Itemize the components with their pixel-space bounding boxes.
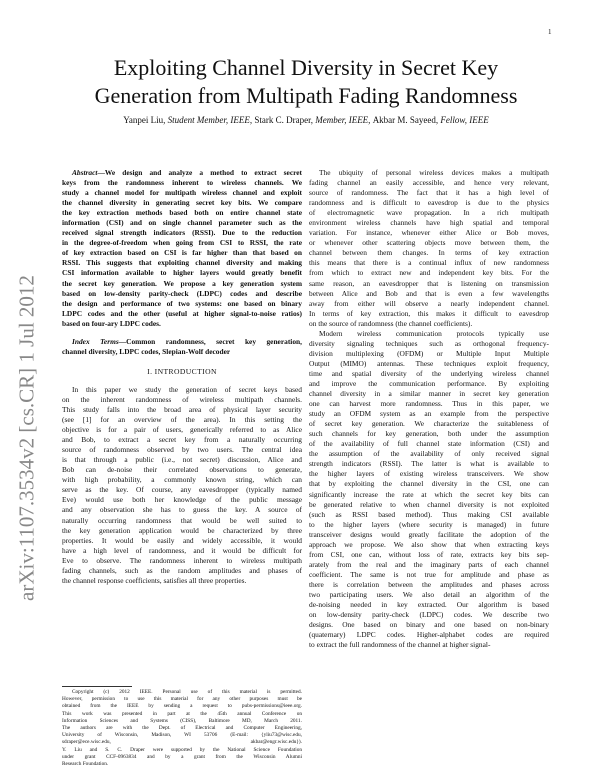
- text-line: arately from the real and the imaginary parts of each channel: [309, 559, 549, 569]
- section-heading: I. INTRODUCTION: [147, 366, 217, 376]
- text-line: be generated relative to when channel diversity is not exploited: [309, 499, 549, 509]
- text-line: naturally occurring randomness that would be well suited to: [62, 515, 302, 525]
- text-line: study an OFDM system as an example from the perspective: [309, 409, 549, 419]
- text-line: the channel response coefficients, satisfies all three properties.: [62, 575, 247, 585]
- text-line: randomness and is difficult to eavesdrop is due to the physics: [309, 198, 549, 208]
- text-line: Modern wireless communication protocols typically use: [319, 328, 549, 338]
- text-line: is that through a public (i.e., not secret) discussion, Alice and: [62, 455, 302, 465]
- text-line: away from either will observe a nearly independent channel.: [309, 298, 549, 308]
- text-line: this means that there is a continual influx of new randomness: [309, 258, 549, 268]
- paper-title: [60, 54, 552, 110]
- text-line: Copyright (c) 2012 IEEE. Personal use of this material is permitted.: [72, 689, 302, 695]
- text-line: on the source of randomness (the channel coefficients).: [309, 318, 473, 328]
- arxiv-stamp: arXiv:1107.3534v2 [cs.CR] 1 Jul 2012: [14, 275, 39, 601]
- text-line: LDPC codes and the other (useful at higher signal-to-noise ratios): [62, 308, 302, 318]
- body-paragraph: [309, 168, 549, 329]
- author-name: Yanpei Liu,: [123, 115, 168, 125]
- text-line: significantly increase the rate at which the secret key bits can: [309, 489, 549, 499]
- text-line: This study falls into the broad area of physical layer security: [62, 404, 302, 414]
- text-line: on the inherent randomness of wireless multipath channels.: [62, 394, 302, 404]
- text-line: based on four-ary LDPC codes.: [62, 318, 161, 328]
- text-line: channel diversity, LDPC codes, Slepian-Wolf decoder: [62, 346, 231, 356]
- text-line: there is correlation between the amplitudes and phases across: [309, 579, 549, 589]
- text-line: The ubiquity of personal wireless devices makes a multipath: [319, 168, 549, 177]
- text-line: strength indicators (RSSI). The latter is what is available to: [309, 459, 549, 469]
- text-line: variation. For instance, whenever either Alice or Bob moves,: [309, 228, 549, 238]
- text-line: that by exploiting the channel diversity in the CSI, one can: [309, 479, 549, 489]
- text-line: same reason, an eavesdropper that is listening on transmission: [309, 278, 549, 288]
- text-line: sdraper@ece.wisc.edu, akbar@engr.wisc.edu}).: [62, 739, 302, 746]
- author-name: Akbar M. Sayeed,: [372, 115, 441, 125]
- text-line: coefficient. The same is not true for amplitude and phase as: [309, 569, 549, 579]
- text-line: Output (MIMO) antennas. These techniques exploit frequency,: [309, 358, 549, 368]
- text-line: Eve to observe. The randomness inherent to wireless multipath: [62, 555, 302, 565]
- text-line: source of randomness observed by two users. The central idea: [62, 445, 302, 455]
- text-line: In terms of key extraction, this makes it difficult to eavesdrop: [309, 308, 549, 318]
- title-line: Generation from Multipath Fading Randomness: [94, 83, 518, 108]
- text-line: from CSI, one can, without loss of rate, extracts key bits sep-: [309, 549, 549, 559]
- left-column: [62, 168, 302, 586]
- text-line: The authors are with the Dept. of Electrical and Computer Engineering,: [62, 724, 302, 731]
- title-line: Exploiting Channel Diversity in Secret Key: [113, 55, 499, 80]
- text-line: Index Terms—Common randomness, secret key generation,: [72, 336, 302, 346]
- text-line: of key extraction based on CSI is far higher than that based on: [62, 248, 302, 258]
- text-line: on low-density parity-check (LDPC) codes. We describe two: [309, 610, 549, 620]
- text-line: one can harvest more randomness. Thus in this paper, we: [309, 399, 549, 409]
- text-line: fading channel an easily accessible, and hence very relevant,: [309, 178, 549, 188]
- footnote: [62, 689, 302, 768]
- text-line: to extract the full randomness of the channel at higher signal-: [309, 640, 491, 650]
- text-line: objective is for a pair of users, generically referred to as Alice: [62, 425, 302, 435]
- text-line: to the higher layers (where security is managed) in future: [309, 519, 549, 529]
- text-line: the higher layers of existing wireless transceivers. We show: [309, 469, 549, 479]
- author-role: Member, IEEE,: [315, 115, 373, 125]
- text-line: Research Foundation.: [62, 760, 109, 767]
- right-column: [309, 168, 549, 650]
- text-line: information (CSI) and on single channel parameter such as the: [62, 218, 302, 228]
- intro-paragraph: [62, 385, 302, 586]
- text-line: of the availability of full channel state information (CSI) and: [309, 439, 549, 449]
- text-line: received signal strength indicators (RSSI). Due to the reduction: [62, 228, 302, 238]
- author-list: [60, 115, 552, 126]
- text-line: and any observation she has to guess the key. A source of: [62, 505, 302, 515]
- text-line: or whenever other scattering objects move between them, the: [309, 238, 549, 248]
- text-line: based on low-density parity-check (LDPC) codes and describe: [62, 288, 302, 298]
- footnote-rule: [62, 686, 132, 687]
- text-line: the key generation application would be characterized by three: [62, 525, 302, 535]
- author-role: Fellow, IEEE: [440, 115, 489, 125]
- text-line: source of randomness. The fact that it has a high level of: [309, 188, 549, 198]
- text-line: in the degree-of-freedom when going from CSI to RSSI, the rate: [62, 238, 302, 248]
- author-role: Student Member, IEEE,: [167, 115, 255, 125]
- text-line: obtained from the IEEE by sending a request to pubs-permissions@ieee.org.: [62, 703, 302, 710]
- text-line: However, permission to use this material for any other purposes must be: [62, 696, 302, 703]
- text-line: Y. Liu and S. C. Draper were supported by the National Science Foundation: [62, 746, 302, 753]
- text-line: of electromagnetic wave propagation. In a rich multipath: [309, 208, 549, 218]
- text-line: with high probability, a commonly known string, which can: [62, 475, 302, 485]
- text-line: (see [1] for an overview of the area). In this setting the: [62, 415, 302, 425]
- text-line: University of Wisconsin, Madison, WI 53706 (E-mail: {yliu73@wisc.edu,: [62, 732, 302, 739]
- inline-heading: Index Terms: [72, 336, 119, 346]
- text-line: under grant CCF-0963834 and by a grant from the Wisconsin Alumni: [62, 753, 302, 760]
- text-line: This work was presented in part at the 45th annual Conference on: [62, 710, 302, 717]
- text-line: RSSI. This suggests that exploiting channel diversity and making: [62, 258, 302, 268]
- text-line: (quaternary) LDPC codes. Higher-alphabet codes are required: [309, 630, 549, 640]
- text-line: Eve) would use both her knowledge of the public message: [62, 495, 302, 505]
- text-line: CSI information available to higher layers would greatly benefit: [62, 268, 302, 278]
- body-paragraph: [309, 329, 549, 651]
- text-line: de-noising needed in key extracted. Our algorithm is based: [309, 600, 549, 610]
- index-terms: [62, 337, 302, 357]
- page-number: 1: [548, 28, 552, 36]
- text-line: such channels for key generation, both under the assumption: [309, 429, 549, 439]
- text-line: In this paper we study the generation of secret keys based: [72, 384, 302, 394]
- text-line: time and spatial diversity of the underlying wireless channel: [309, 368, 549, 378]
- text-line: properties. It would be easily and widely accessible, it would: [62, 535, 302, 545]
- text-line: Abstract—We design and analyze a method to extract secret: [72, 168, 302, 177]
- text-line: designs. One based on binary and one based on non-binary: [309, 620, 549, 630]
- text-line: and improve the communication performance. By exploiting: [309, 378, 549, 388]
- text-line: Bob can de-noise their correlated observations to generate,: [62, 465, 302, 475]
- text-line: diversity signaling techniques such as orthogonal frequency-: [309, 338, 549, 348]
- text-line: channel diversity in a similar manner in secret key generation: [309, 389, 549, 399]
- text-line: from which to extract new and independent key bits. For the: [309, 268, 549, 278]
- text-line: the channel diversity in generating secret key bits. We compare: [62, 198, 302, 208]
- text-line: channel between them changes. In terms of key extraction: [309, 248, 549, 258]
- text-line: transceiver designs would greatly facilitate the adoption of the: [309, 529, 549, 539]
- text-line: environment wireless channels have high spatial and temporal: [309, 218, 549, 228]
- text-line: Information Sciences and Systems (CISS), Baltimore MD, March 2011.: [62, 717, 302, 724]
- text-line: the key extraction methods based both on entire channel state: [62, 208, 302, 218]
- text-line: study a channel model for multipath wireless channel and exploit: [62, 188, 302, 198]
- text-line: serve as the key. Of course, any eavesdropper (typically named: [62, 485, 302, 495]
- text-line: fading channels, such as the random amplitudes and phases of: [62, 565, 302, 575]
- text-line: the design and performance of two systems: one based on binary: [62, 298, 302, 308]
- text-line: division multiplexing (OFDM) or Multiple Input Multiple: [309, 348, 549, 358]
- text-line: two participating users. We also detail an algorithm of the: [309, 589, 549, 599]
- text-line: keys from the randomness inherent to wireless channels. We: [62, 178, 302, 188]
- text-line: (such as RSSI based method). Thus making CSI available: [309, 509, 549, 519]
- text-line: the secret key generation. We propose a key generation system: [62, 278, 302, 288]
- author-name: Stark C. Draper,: [254, 115, 316, 125]
- abstract: [62, 168, 302, 329]
- inline-heading: Abstract: [72, 168, 98, 177]
- text-line: approach we propose. We also show that when extracting keys: [309, 539, 549, 549]
- text-line: and Bob, to extract a secret key from a naturally occurring: [62, 435, 302, 445]
- text-line: the assumption of the availability of only received signal: [309, 449, 549, 459]
- text-line: between Alice and Bob and that is even a few wavelengths: [309, 288, 549, 298]
- text-line: of secret key generation. We characterize the suitableness of: [309, 419, 549, 429]
- text-line: have a high level of randomness, and it would be difficult for: [62, 545, 302, 555]
